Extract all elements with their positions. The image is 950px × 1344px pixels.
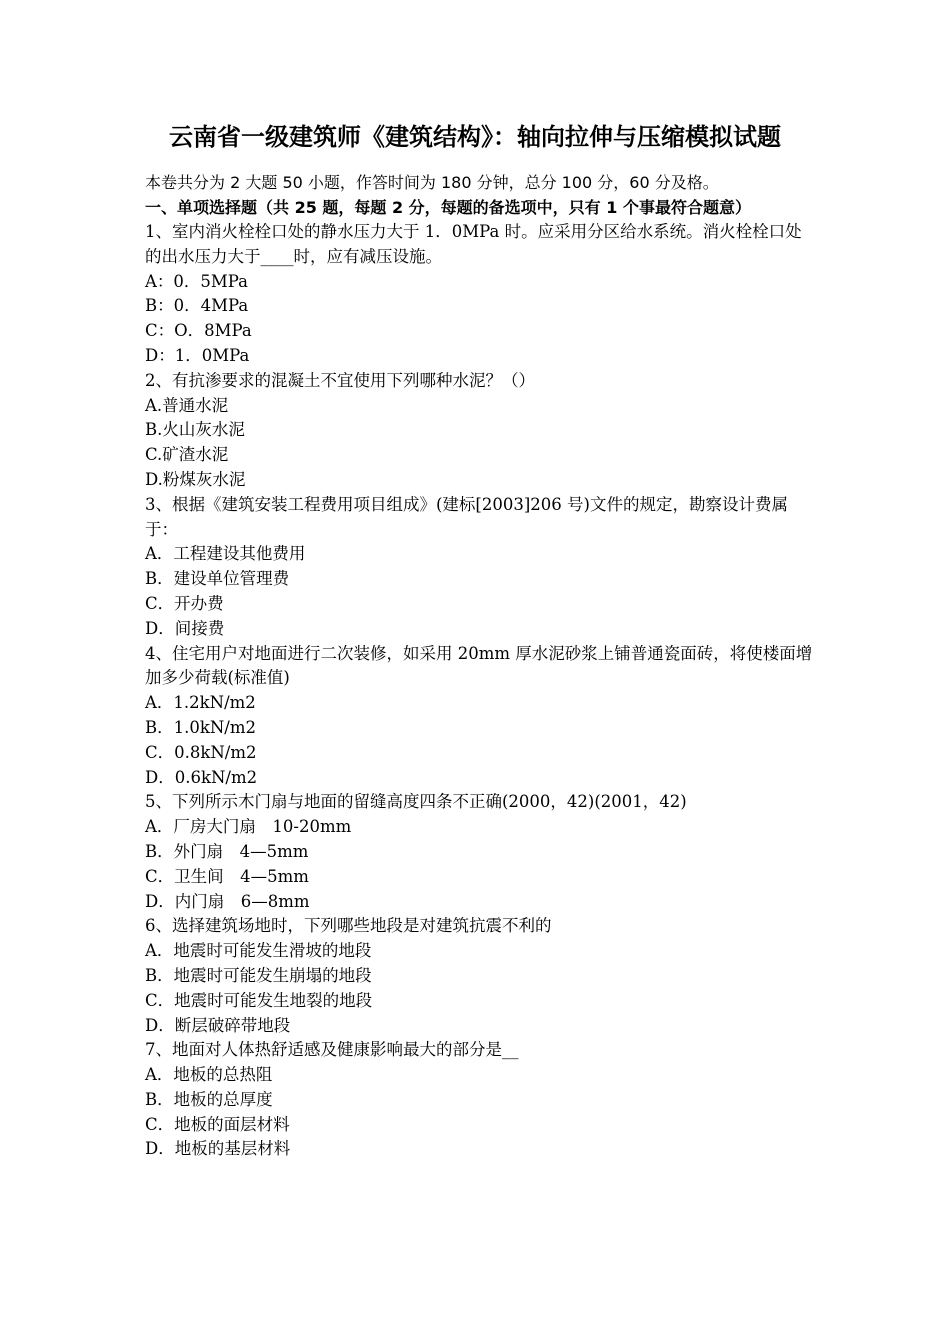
option-d: D.粉煤灰水泥 <box>145 469 246 489</box>
option-c: C：O．8MPa <box>145 321 252 341</box>
question-6 <box>145 914 815 1038</box>
document-body <box>145 170 815 1162</box>
question-text: 2、有抗渗要求的混凝土不宜使用下列哪种水泥？（） <box>145 370 535 390</box>
option-a: A：0．5MPa <box>145 271 249 291</box>
question-text: 7、地面对人体热舒适感及健康影响最大的部分是__ <box>145 1040 519 1060</box>
question-text: 4、住宅用户对地面进行二次装修，如采用 20mm 厚水泥砂浆上铺普通瓷面砖，将使楼面增加多少荷载(标准值) <box>145 643 813 688</box>
option-a: A．地板的总热阻 <box>145 1065 273 1085</box>
question-1 <box>145 220 815 369</box>
option-d: D．0.6kN/m2 <box>145 767 258 787</box>
option-a: A．地震时可能发生滑坡的地段 <box>145 941 372 961</box>
question-7 <box>145 1038 815 1162</box>
option-a: A．1.2kN/m2 <box>145 693 256 713</box>
question-text: 6、选择建筑场地时，下列哪些地段是对建筑抗震不利的 <box>145 916 552 936</box>
question-3 <box>145 493 815 642</box>
option-b: B．地震时可能发生崩塌的地段 <box>145 965 372 985</box>
option-c: C．开办费 <box>145 593 224 613</box>
question-2 <box>145 369 815 493</box>
option-c: C．0.8kN/m2 <box>145 742 257 762</box>
option-b: B.火山灰水泥 <box>145 420 245 440</box>
question-text: 1、室内消火栓栓口处的静水压力大于 1．0MPa 时。应采用分区给水系统。消火栓栓口处的出水压力大于____时，应有减压设施。 <box>145 222 802 266</box>
question-5 <box>145 790 815 914</box>
section-heading: 一、单项选择题（共 25 题，每题 2 分，每题的备选项中，只有 1 个事最符合题意） <box>145 198 751 217</box>
option-a: A．工程建设其他费用 <box>145 544 306 564</box>
option-d: D．地板的基层材料 <box>145 1139 291 1159</box>
option-b: B．建设单位管理费 <box>145 569 290 589</box>
option-d: D．间接费 <box>145 618 225 638</box>
option-b: B．地板的总厚度 <box>145 1089 273 1109</box>
option-b: B．外门扇 4—5mm <box>145 841 309 861</box>
option-d: D．内门扇 6—8mm <box>145 891 310 911</box>
question-4 <box>145 642 815 791</box>
option-d: D：1．0MPa <box>145 345 250 365</box>
question-text: 3、根据《建筑安装工程费用项目组成》(建标[2003]206 号)文件的规定，勘察设计费属于： <box>145 494 788 539</box>
page-title: 云南省一级建筑师《建筑结构》：轴向拉伸与压缩模拟试题 <box>169 123 781 151</box>
option-c: C．地板的面层材料 <box>145 1114 290 1134</box>
option-b: B．1.0kN/m2 <box>145 717 257 737</box>
option-a: A．厂房大门扇 10-20mm <box>145 817 352 837</box>
option-d: D．断层破碎带地段 <box>145 1015 291 1035</box>
exam-intro: 本卷共分为 2 大题 50 小题，作答时间为 180 分钟，总分 100 分，60 分及格。 <box>145 173 719 192</box>
question-text: 5、下列所示木门扇与地面的留缝高度四条不正确(2000，42)(2001，42) <box>145 792 687 812</box>
option-c: C．卫生间 4—5mm <box>145 866 309 886</box>
option-b: B：0．4MPa <box>145 296 249 316</box>
option-c: C．地震时可能发生地裂的地段 <box>145 990 373 1010</box>
option-c: C.矿渣水泥 <box>145 445 229 465</box>
option-a: A.普通水泥 <box>145 395 229 415</box>
